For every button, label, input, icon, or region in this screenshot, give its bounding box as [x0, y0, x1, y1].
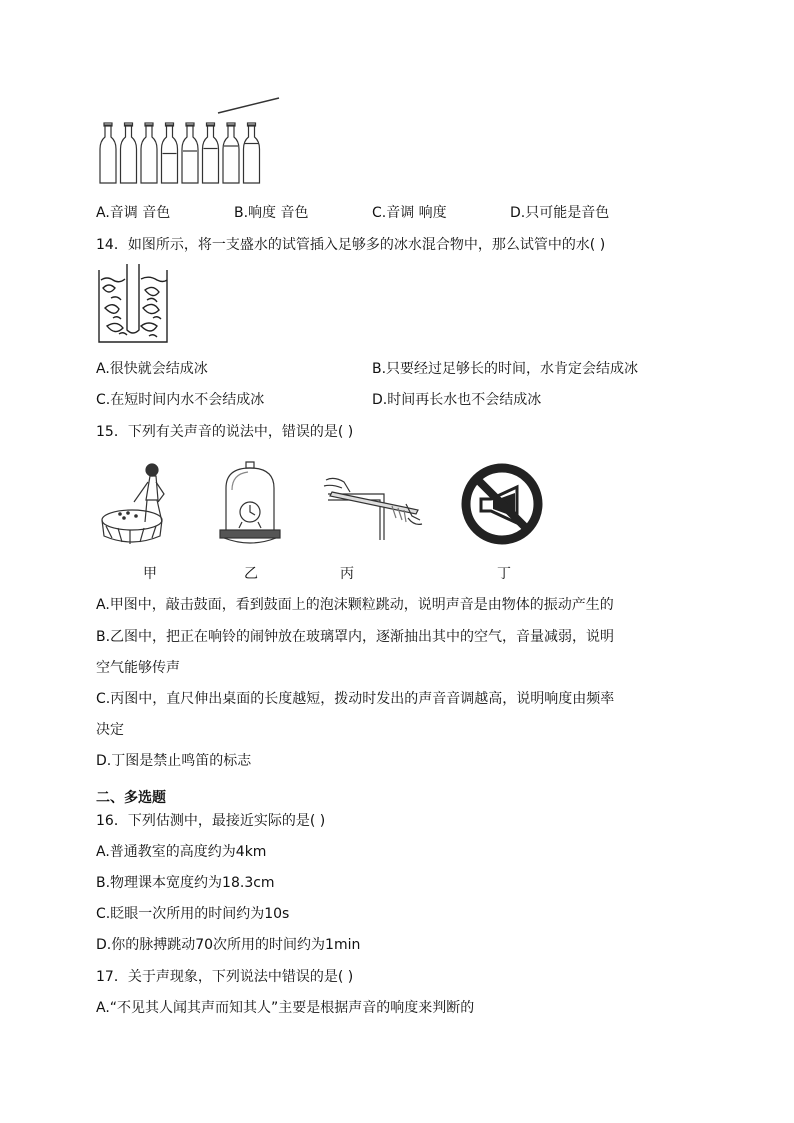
q13-option-d: D.只可能是音色	[510, 205, 610, 221]
q16-option-c: C.眨眼一次所用的时间约为10s	[96, 906, 290, 922]
caption-jia: 甲	[143, 566, 157, 582]
ruler-figure	[322, 470, 424, 540]
caption-yi: 乙	[244, 566, 258, 582]
caption-bing: 丙	[340, 566, 354, 582]
q15-option-b-cont: 空气能够传声	[96, 660, 180, 676]
q14-option-c: C.在短时间内水不会结成冰	[96, 392, 265, 408]
q13-option-c: C.音调 响度	[372, 205, 447, 221]
q15-option-c: C.丙图中，直尺伸出桌面的长度越短，拨动时发出的声音音调越高，说明响度由频率	[96, 691, 615, 707]
q14-option-a: A.很快就会结成冰	[96, 361, 208, 377]
q14-stem: 14．如图所示，将一支盛水的试管插入足够多的冰水混合物中，那么试管中的水( )	[96, 237, 606, 253]
bottle-icon	[121, 125, 137, 183]
section-title: 二、多选题	[96, 790, 166, 806]
q13-option-a: A.音调 音色	[96, 205, 171, 221]
bottle-icon	[100, 125, 116, 183]
bottles-figure	[96, 95, 286, 187]
bottle-icon	[141, 125, 157, 183]
q16-option-a: A.普通教室的高度约为4km	[96, 844, 267, 860]
q15-stem: 15．下列有关声音的说法中，错误的是( )	[96, 424, 354, 440]
drum-figure	[100, 458, 176, 548]
bottle-icon	[203, 125, 219, 183]
caption-ding: 丁	[497, 566, 511, 582]
q13-option-b: B.响度 音色	[234, 205, 309, 221]
bottle-icon	[223, 125, 239, 183]
q16-option-d: D.你的脉搏跳动70次所用的时间约为1min	[96, 937, 361, 953]
q15-option-a: A.甲图中，敲击鼓面，看到鼓面上的泡沫颗粒跳动，说明声音是由物体的振动产生的	[96, 597, 614, 613]
ice-water-figure	[97, 264, 171, 346]
q15-option-b: B.乙图中，把正在响铃的闹钟放在玻璃罩内，逐渐抽出其中的空气，音量减弱，说明	[96, 629, 615, 645]
no-honking-sign-icon	[459, 461, 545, 547]
q17-stem: 17．关于声现象，下列说法中错误的是( )	[96, 969, 354, 985]
q15-option-c-cont: 决定	[96, 722, 124, 738]
q14-option-d: D.时间再长水也不会结成冰	[372, 392, 542, 408]
bottle-icon	[244, 125, 260, 183]
q16-stem: 16．下列估测中，最接近实际的是( )	[96, 813, 326, 829]
bottle-icon	[182, 125, 198, 183]
q14-option-b: B.只要经过足够长的时间，水肯定会结成冰	[372, 361, 639, 377]
q15-option-d: D.丁图是禁止鸣笛的标志	[96, 753, 252, 769]
q16-option-b: B.物理课本宽度约为18.3cm	[96, 875, 275, 891]
bell-jar-figure	[218, 460, 282, 546]
q17-option-a: A.“不见其人闻其声而知其人”主要是根据声音的响度来判断的	[96, 1000, 475, 1016]
